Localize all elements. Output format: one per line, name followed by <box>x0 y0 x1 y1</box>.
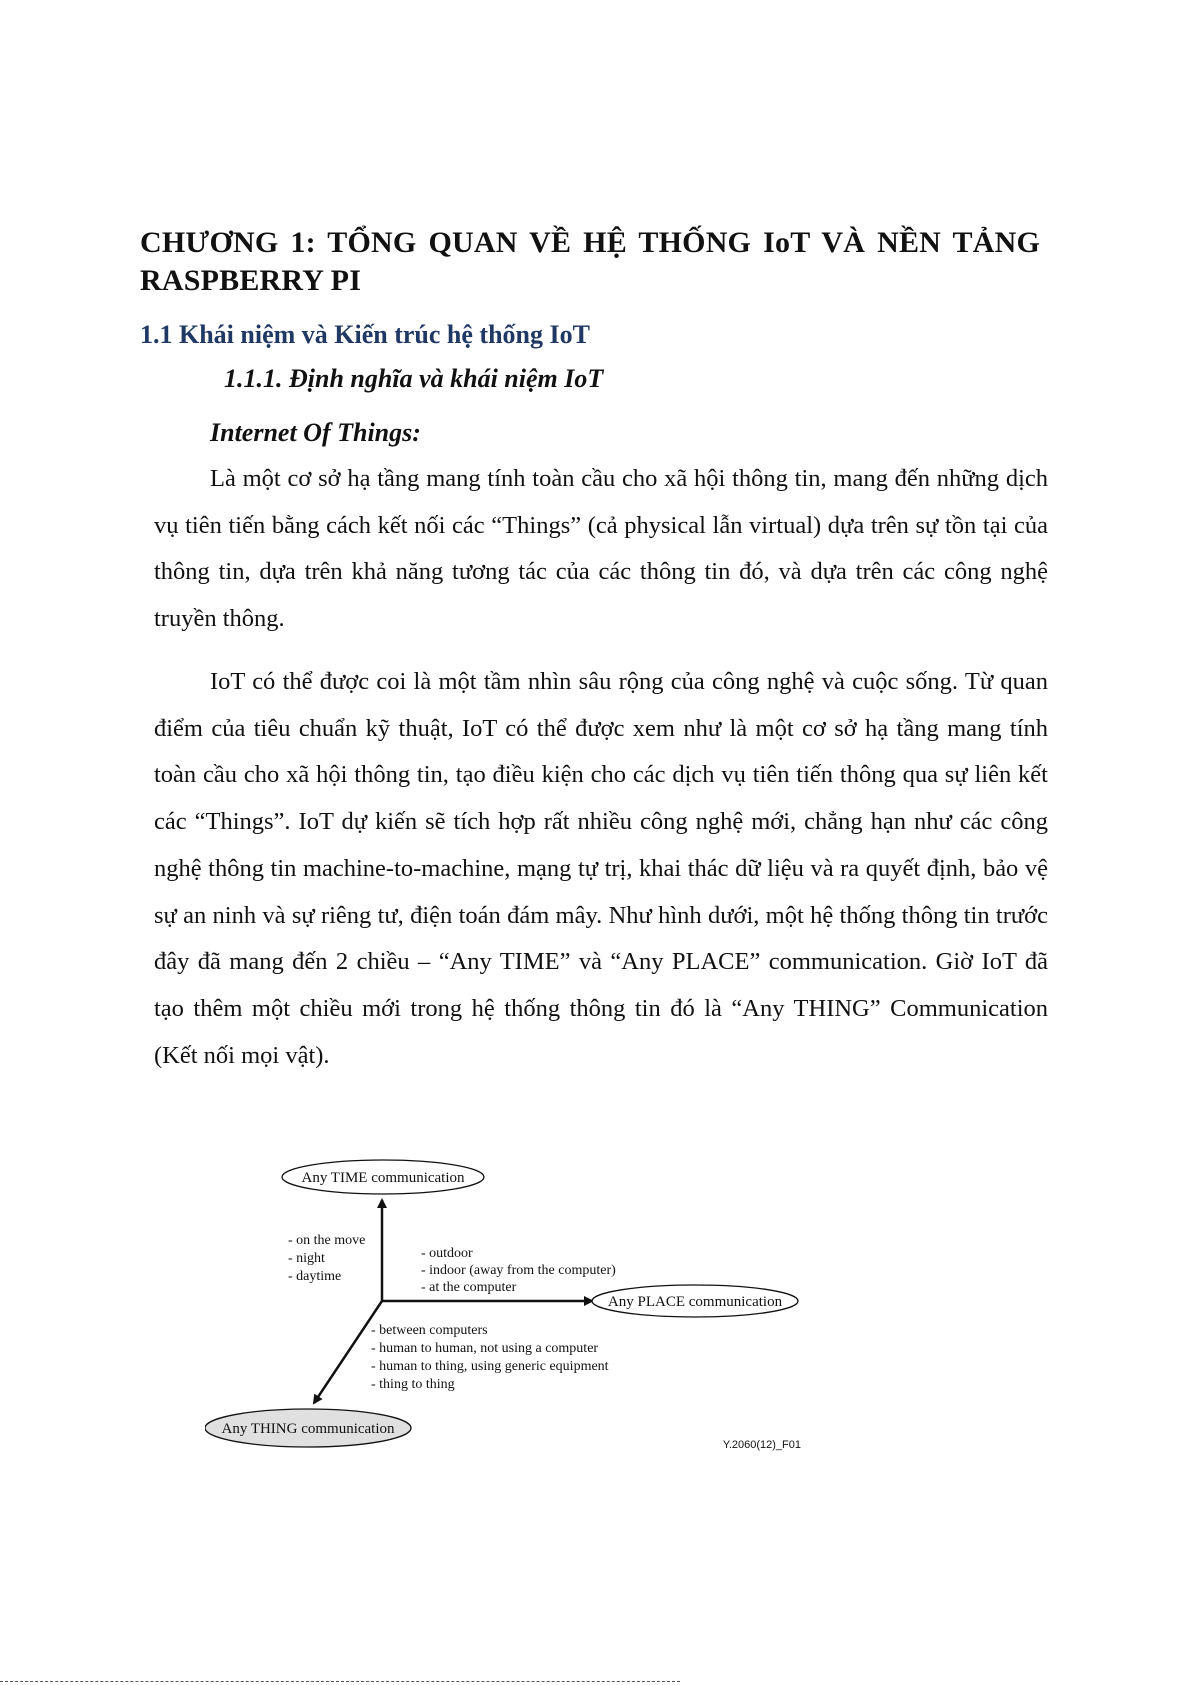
place-item: - at the computer <box>421 1280 517 1295</box>
thing-item: - thing to thing <box>371 1377 455 1392</box>
thing-item: - human to human, not using a computer <box>371 1341 599 1356</box>
thing-item: - human to thing, using generic equipment <box>371 1359 609 1374</box>
time-item: - daytime <box>288 1269 342 1284</box>
time-item: - night <box>288 1251 325 1266</box>
paragraph-iot-vision: IoT có thể được coi là một tầm nhìn sâu rộng của công nghệ và cuộc sống. Từ quan điểm của tiêu chuẩn kỹ thuật, IoT có thể được xem như là một cơ sở hạ tầng mang tính toàn cầu cho xã hội thông tin, tạo điều kiện cho các dịch vụ tiên tiến thông qua sự liên kết các “Things”. IoT dự kiến sẽ tích hợp rất nhiều công nghệ mới, chẳng hạn như các công nghệ thông tin machine-to-machine, mạng tự trị, khai thác dữ liệu và ra quyết định, bảo vệ sự an ninh và sự riêng tư, điện toán đám mây. Như hình dưới, một hệ thống thông tin trước đây đã mang đến 2 chiều – “Any TIME” và “Any PLACE” communication. Giờ IoT đã tạo thêm một chiều mới trong hệ thống thông tin đó là “Any THING” Communication (Kết nối mọi vật). <box>154 668 1048 1069</box>
thing-item: - between computers <box>371 1323 488 1338</box>
iot-dimensions-figure <box>205 1158 805 1458</box>
place-label: Any PLACE communication <box>607 1294 783 1310</box>
paragraph-definition: Là một cơ sở hạ tầng mang tính toàn cầu cho xã hội thông tin, mang đến những dịch vụ tiên tiến bằng cách kết nối các “Things” (cả physical lẫn virtual) dựa trên sự tồn tại của thông tin, dựa trên khả năng tương tác của các thông tin đó, và dựa trên các công nghệ truyền thông. <box>154 465 1048 633</box>
subsection-heading: 1.1.1. Định nghĩa và khái niệm IoT <box>224 364 604 393</box>
time-label: Any TIME communication <box>301 1170 465 1186</box>
place-item: - outdoor <box>421 1246 473 1261</box>
iot-dimensions-diagram <box>205 1158 805 1458</box>
footer-rule <box>0 1681 680 1682</box>
place-item: - indoor (away from the computer) <box>421 1263 616 1278</box>
figure-id: Y.2060(12)_F01 <box>722 1439 801 1451</box>
chapter-title: CHƯƠNG 1: TỔNG QUAN VỀ HỆ THỐNG IoT VÀ NỀN TẢNG RASPBERRY PI <box>140 226 1040 297</box>
thing-label: Any THING communication <box>221 1421 395 1437</box>
section-heading: 1.1 Khái niệm và Kiến trúc hệ thống IoT <box>140 320 590 349</box>
time-item: - on the move <box>288 1233 366 1248</box>
term-heading: Internet Of Things: <box>210 418 421 447</box>
